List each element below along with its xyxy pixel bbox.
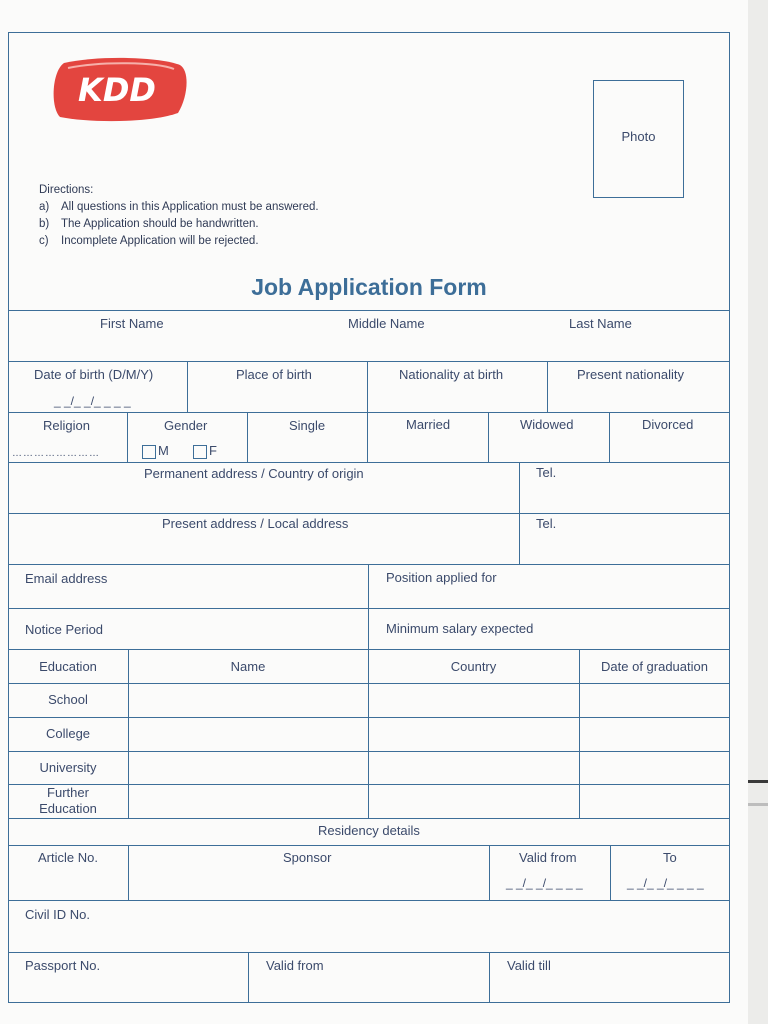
residency-valid-from-label: Valid from: [519, 850, 577, 865]
table-rule-vertical: [247, 412, 248, 462]
direction-key: a): [39, 201, 50, 213]
table-rule-horizontal: [8, 361, 730, 362]
table-rule-vertical: [547, 361, 548, 412]
table-rule-horizontal: [8, 683, 730, 684]
table-rule-vertical: [248, 952, 249, 1003]
residency-heading: Residency details: [318, 823, 420, 838]
table-rule-vertical: [368, 564, 369, 649]
direction-text: All questions in this Application must be answered.: [61, 201, 319, 213]
female-label: F: [209, 443, 217, 458]
middle-name-label: Middle Name: [348, 316, 425, 331]
scan-mark: [748, 780, 768, 783]
position-label: Position applied for: [386, 570, 497, 585]
education-country-header: Country: [450, 659, 497, 674]
scan-mark: [748, 803, 768, 806]
table-rule-horizontal: [8, 952, 730, 953]
table-rule-vertical: [127, 412, 128, 462]
photo-box[interactable]: [593, 80, 684, 198]
education-row-label: College: [45, 726, 91, 741]
table-rule-horizontal: [8, 513, 730, 514]
table-rule-vertical: [367, 412, 368, 462]
passport-valid-from-label: Valid from: [266, 958, 324, 973]
table-rule-vertical: [519, 462, 520, 564]
table-rule-vertical: [489, 952, 490, 1003]
table-rule-horizontal: [8, 818, 730, 819]
first-name-label: First Name: [100, 316, 164, 331]
table-rule-vertical: [579, 649, 580, 818]
photo-label: Photo: [621, 128, 656, 144]
gender-female-option[interactable]: [193, 443, 217, 459]
dob-placeholder[interactable]: _ _/_ _/_ _ _ _: [54, 394, 131, 408]
permanent-address-label: Permanent address / Country of origin: [144, 466, 364, 481]
direction-key: b): [39, 218, 50, 230]
place-of-birth-label: Place of birth: [236, 367, 312, 382]
last-name-label: Last Name: [569, 316, 632, 331]
passport-valid-till-label: Valid till: [507, 958, 551, 973]
table-rule-horizontal: [8, 751, 730, 752]
civil-id-label: Civil ID No.: [25, 907, 91, 922]
direction-item: [39, 216, 319, 233]
table-rule-horizontal: [8, 608, 730, 609]
direction-text: The Application should be handwritten.: [61, 218, 259, 230]
religion-label: Religion: [43, 418, 90, 433]
male-label: M: [158, 443, 169, 458]
table-rule-vertical: [128, 649, 129, 818]
directions: [39, 182, 319, 250]
table-rule-vertical: [488, 412, 489, 462]
direction-item: [39, 199, 319, 216]
salary-label: Minimum salary expected: [386, 621, 534, 636]
table-rule-vertical: [128, 845, 129, 900]
email-label: Email address: [25, 571, 108, 586]
table-rule-horizontal: [8, 845, 730, 846]
table-rule-horizontal: [8, 310, 730, 311]
gender-label: Gender: [164, 418, 208, 433]
direction-text: Incomplete Application will be rejected.: [61, 235, 259, 247]
religion-line: ……………………: [12, 448, 100, 459]
table-rule-vertical: [368, 649, 369, 818]
table-rule-horizontal: [8, 649, 730, 650]
direction-item: [39, 233, 319, 250]
residency-to-label: To: [663, 850, 677, 865]
nationality-birth-label: Nationality at birth: [399, 367, 504, 382]
kdd-logo: [50, 57, 188, 123]
table-rule-horizontal: [8, 462, 730, 463]
education-header: Education: [39, 659, 97, 674]
table-rule-horizontal: [8, 717, 730, 718]
form-title: Job Application Form: [251, 274, 487, 300]
table-rule-vertical: [367, 361, 368, 412]
female-checkbox[interactable]: [193, 445, 207, 459]
article-label: Article No.: [38, 850, 98, 865]
sponsor-label: Sponsor: [283, 850, 332, 865]
present-nationality-label: Present nationality: [577, 367, 684, 382]
table-rule-horizontal: [8, 900, 730, 901]
dob-label: Date of birth (D/M/Y): [34, 367, 154, 382]
table-rule-vertical: [187, 361, 188, 412]
education-row-label: School: [48, 692, 88, 707]
education-graduation-header: Date of graduation: [601, 659, 708, 674]
education-row-label: Further Education: [39, 785, 97, 816]
table-rule-horizontal: [8, 784, 730, 785]
permanent-tel-label: Tel.: [536, 465, 557, 480]
education-row-label: University: [39, 760, 97, 775]
education-name-header: Name: [230, 659, 266, 674]
widowed-label: Widowed: [520, 417, 574, 432]
table-rule-vertical: [610, 845, 611, 900]
gender-male-option[interactable]: [142, 443, 169, 459]
table-rule-horizontal: [8, 564, 730, 565]
notice-period-label: Notice Period: [25, 622, 104, 637]
present-address-label: Present address / Local address: [162, 516, 349, 531]
single-label: Single: [289, 418, 326, 433]
direction-key: c): [39, 235, 49, 247]
residency-from-date[interactable]: _ _/_ _/_ _ _ _: [506, 876, 583, 890]
table-rule-vertical: [489, 845, 490, 900]
table-rule-horizontal: [8, 412, 730, 413]
married-label: Married: [406, 417, 451, 432]
divorced-label: Divorced: [642, 417, 694, 432]
logo-text: KDD: [78, 71, 156, 109]
scan-edge: [748, 0, 768, 1024]
male-checkbox[interactable]: [142, 445, 156, 459]
present-tel-label: Tel.: [536, 516, 557, 531]
table-rule-vertical: [609, 412, 610, 462]
directions-heading: Directions:: [39, 184, 94, 196]
passport-label: Passport No.: [25, 958, 101, 973]
residency-to-date[interactable]: _ _/_ _/_ _ _ _: [627, 876, 704, 890]
